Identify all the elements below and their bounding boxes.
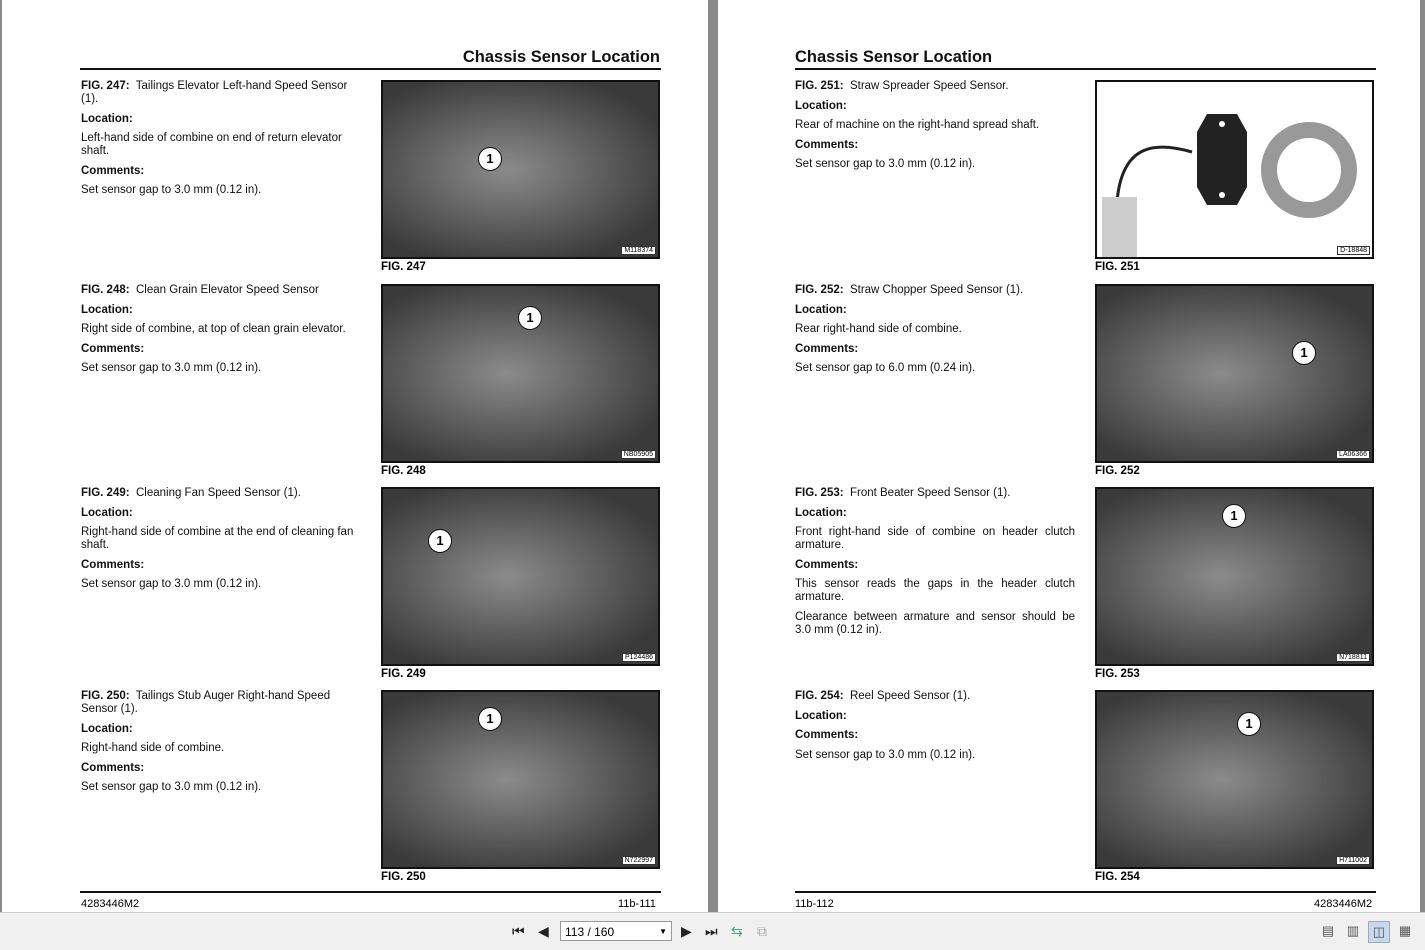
pdf-toolbar — [0, 912, 1425, 950]
figure-label: FIG. 248 — [381, 465, 426, 477]
previous-page-button[interactable]: ◀ — [538, 923, 549, 939]
figure-number: FIG. 249: — [81, 487, 130, 499]
figure-caption: Cleaning Fan Speed Sensor (1). — [135, 487, 301, 499]
page-number: 11b-112 — [795, 898, 834, 910]
figure-caption: Reel Speed Sensor (1). — [849, 690, 971, 702]
comment-text: Set sensor gap to 3.0 mm (0.12 in). — [81, 578, 262, 590]
figure-entry — [81, 284, 681, 484]
image-code: H711002 — [1336, 856, 1370, 865]
comment-text: Clearance between armature and sensor should be 3.0 mm (0.12 in). — [795, 610, 1075, 636]
comments-label: Comments: — [81, 164, 145, 177]
first-page-button[interactable]: ⏮ — [512, 923, 525, 939]
callout-marker: 1 — [1237, 712, 1261, 736]
footer-rule — [795, 891, 1376, 893]
comments-label: Comments: — [795, 138, 859, 151]
location-text: Left-hand side of combine on end of return elevator shaft. — [81, 132, 342, 157]
chevron-down-icon: ▼ — [659, 927, 667, 936]
location-label: Location: — [81, 303, 133, 316]
callout-marker: 1 — [1292, 341, 1316, 365]
copy-page-icon[interactable]: ⧉ — [757, 923, 767, 939]
figure-text — [81, 284, 363, 382]
left-page — [2, 0, 708, 912]
continuous-view-icon[interactable]: ▥ — [1346, 923, 1360, 938]
comments-label: Comments: — [81, 342, 145, 355]
image-code: P124486 — [622, 653, 656, 662]
comment-text: Set sensor gap to 6.0 mm (0.24 in). — [795, 362, 976, 374]
comments-label: Comments: — [81, 558, 145, 571]
page-indicator: 113 / 160 — [565, 925, 615, 939]
sensor-diagram — [1097, 82, 1372, 257]
figure-image — [381, 80, 660, 259]
figure-caption: Clean Grain Elevator Speed Sensor — [135, 284, 319, 296]
location-text: Right side of combine, at top of clean grain elevator. — [81, 323, 346, 335]
title-rule — [80, 68, 661, 70]
figure-entry — [81, 690, 681, 890]
comments-label: Comments: — [81, 761, 145, 774]
figure-label: FIG. 253 — [1095, 668, 1140, 680]
figure-label: FIG. 252 — [1095, 465, 1140, 477]
footer-rule — [80, 891, 661, 893]
comment-text: Set sensor gap to 3.0 mm (0.12 in). — [795, 158, 976, 170]
figure-entry — [81, 80, 681, 280]
figure-entry — [795, 487, 1395, 687]
figure-image — [381, 487, 660, 666]
location-label: Location: — [81, 506, 133, 519]
location-text: Rear of machine on the right-hand spread shaft. — [795, 119, 1040, 131]
page-selector[interactable] — [560, 921, 672, 941]
image-code: M118374 — [621, 246, 656, 255]
right-page — [718, 0, 1420, 912]
figure-caption: Straw Spreader Speed Sensor. — [849, 80, 1009, 92]
image-code: D-18848 — [1337, 246, 1370, 255]
figure-image — [1095, 284, 1374, 463]
figure-label: FIG. 254 — [1095, 871, 1140, 883]
page-number: 11b-111 — [618, 898, 656, 910]
location-text: Front right-hand side of combine on header clutch armature. — [795, 526, 1075, 551]
image-code: N722997 — [622, 856, 656, 865]
figure-caption: Tailings Stub Auger Right-hand Speed Sensor (1). — [81, 690, 331, 715]
figure-entry — [795, 690, 1395, 890]
figure-number: FIG. 254: — [795, 690, 844, 702]
figure-text — [795, 80, 1077, 178]
figure-entry — [795, 80, 1395, 280]
figure-image — [1095, 487, 1374, 666]
comment-text: Set sensor gap to 3.0 mm (0.12 in). — [795, 748, 976, 761]
figure-image — [381, 284, 660, 463]
figure-number: FIG. 253: — [795, 487, 844, 499]
comments-label: Comments: — [795, 342, 859, 355]
page-title: Chassis Sensor Location — [795, 48, 993, 66]
doc-number: 4283446M2 — [1314, 898, 1373, 910]
comment-text: Set sensor gap to 3.0 mm (0.12 in). — [81, 362, 262, 374]
location-label: Location: — [795, 506, 847, 519]
location-label: Location: — [81, 722, 133, 735]
figure-image — [381, 690, 660, 869]
figure-text — [795, 487, 1075, 643]
comment-text: This sensor reads the gaps in the header clutch armature. — [795, 578, 1075, 603]
page-title: Chassis Sensor Location — [462, 48, 660, 66]
figure-image — [1095, 690, 1374, 869]
callout-marker: 1 — [518, 306, 542, 330]
figure-caption: Front Beater Speed Sensor (1). — [849, 487, 1011, 499]
figure-text — [795, 284, 1077, 382]
figure-label: FIG. 251 — [1095, 261, 1140, 273]
location-text: Right-hand side of combine at the end of cleaning fan shaft. — [81, 526, 354, 551]
location-text: Rear right-hand side of combine. — [795, 323, 962, 335]
figure-text — [81, 487, 363, 598]
callout-marker: 1 — [1222, 504, 1246, 528]
location-label: Location: — [81, 112, 133, 125]
figure-label: FIG. 249 — [381, 668, 426, 680]
comment-text: Set sensor gap to 3.0 mm (0.12 in). — [81, 781, 262, 793]
comment-text: Set sensor gap to 3.0 mm (0.12 in). — [81, 184, 262, 196]
figure-text — [795, 690, 1077, 768]
location-label: Location: — [795, 709, 847, 722]
single-page-view-icon[interactable]: ▤ — [1321, 923, 1335, 938]
figure-entry — [795, 284, 1395, 484]
image-code: N718811 — [1336, 653, 1370, 662]
callout-marker: 1 — [478, 147, 502, 171]
figure-caption: Tailings Elevator Left-hand Speed Sensor (1). — [81, 80, 348, 105]
title-rule — [795, 68, 1376, 70]
image-code: LA06366 — [1336, 450, 1370, 459]
figure-number: FIG. 250: — [81, 690, 130, 702]
figure-image — [1095, 80, 1374, 259]
comments-label: Comments: — [795, 558, 859, 571]
figure-number: FIG. 247: — [81, 80, 130, 92]
figure-number: FIG. 248: — [81, 284, 130, 296]
figure-label: FIG. 250 — [381, 871, 426, 883]
last-page-button[interactable]: ⏭ — [705, 923, 718, 939]
figure-number: FIG. 251: — [795, 80, 844, 92]
doc-number: 4283446M2 — [81, 898, 140, 910]
comments-label: Comments: — [795, 729, 859, 741]
location-label: Location: — [795, 303, 847, 316]
figure-text — [81, 690, 363, 801]
callout-marker: 1 — [478, 707, 502, 731]
figure-text — [81, 80, 363, 204]
callout-marker: 1 — [428, 529, 452, 553]
two-page-view-icon[interactable]: ◫ — [1368, 921, 1390, 943]
next-page-button[interactable]: ▶ — [681, 923, 692, 939]
location-label: Location: — [795, 99, 847, 112]
figure-entry — [81, 487, 681, 687]
figure-label: FIG. 247 — [381, 261, 426, 273]
two-page-continuous-view-icon[interactable]: ▦ — [1398, 923, 1412, 938]
image-code: NB05905 — [621, 450, 656, 459]
figure-number: FIG. 252: — [795, 284, 844, 296]
rotate-page-icon[interactable]: ⇆ — [731, 923, 743, 939]
location-text: Right-hand side of combine. — [81, 742, 225, 754]
figure-caption: Straw Chopper Speed Sensor (1). — [849, 284, 1024, 296]
